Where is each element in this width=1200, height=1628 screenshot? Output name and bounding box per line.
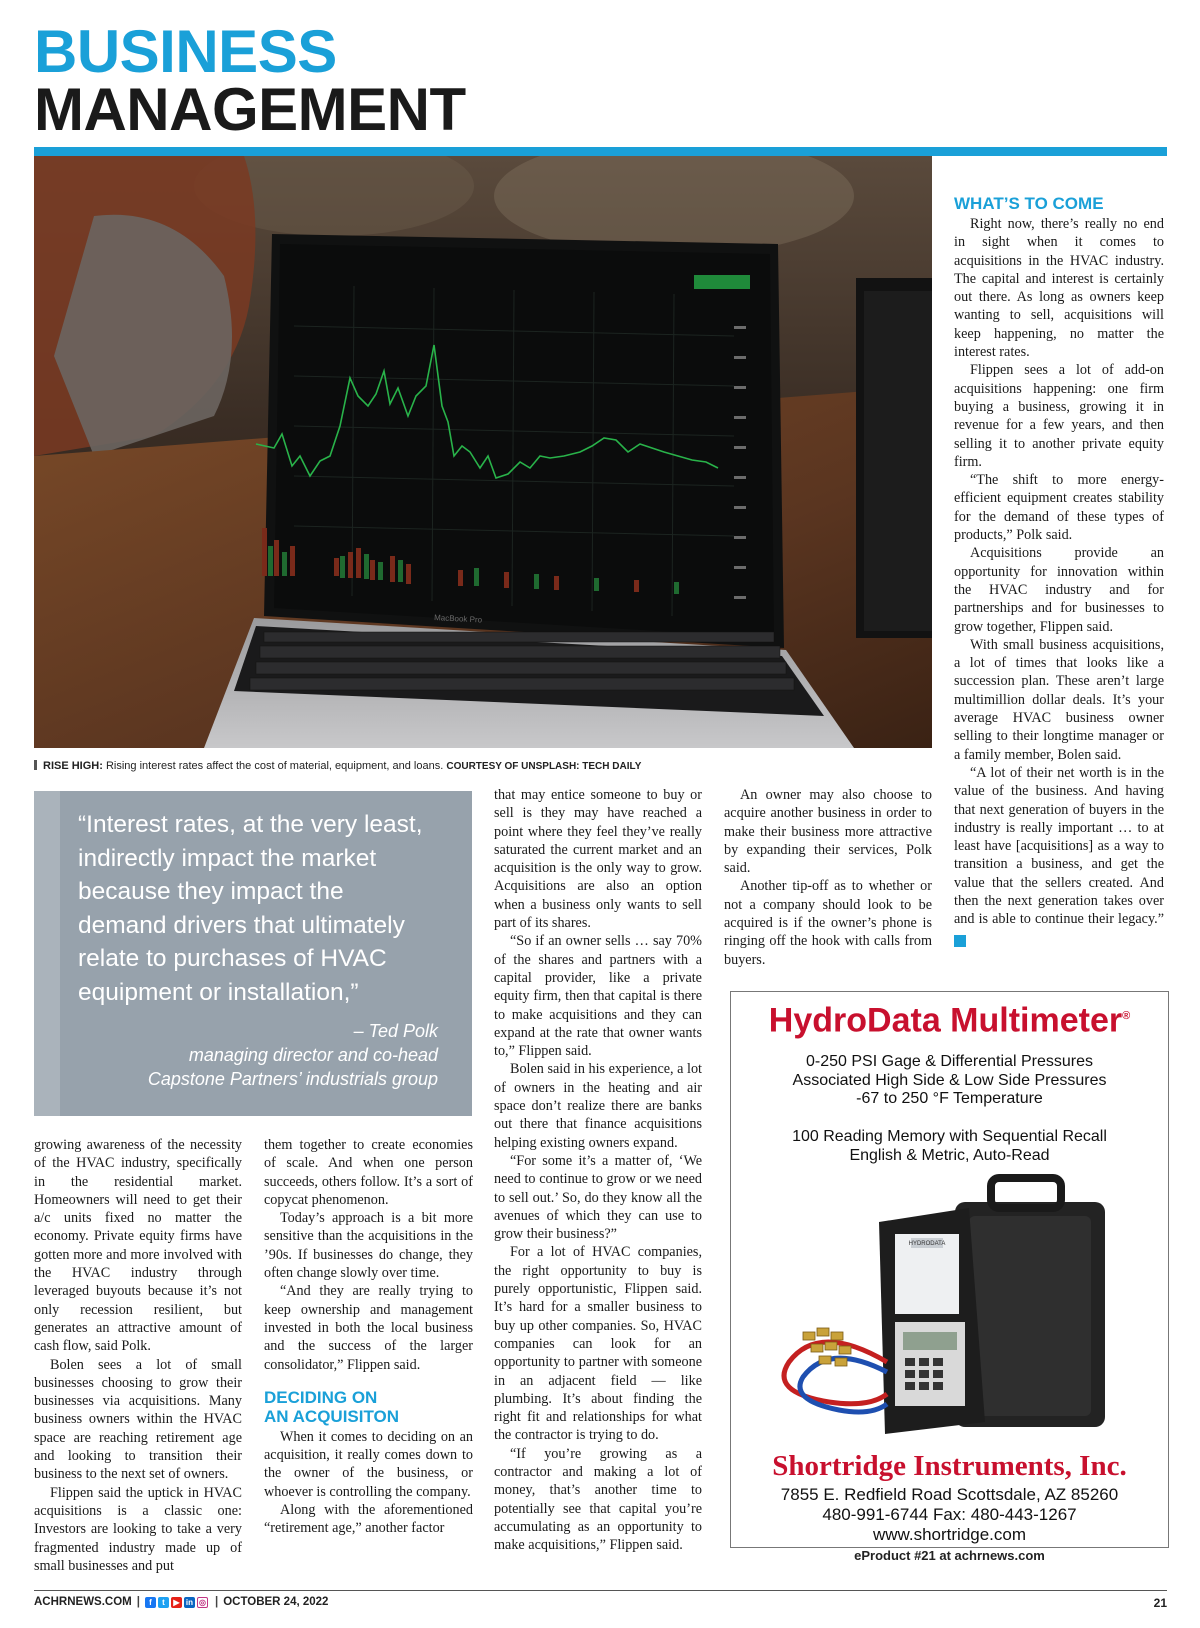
ad-title-text: HydroData Multimeter (768, 1001, 1123, 1040)
section-title-management: MANAGEMENT (34, 76, 466, 143)
paragraph: Acquisitions provide an opportunity for innovation within the HVAC industry and for partnerships and for businesses to grow together, Flippen said. (954, 545, 1164, 635)
ad-spec: Associated High Side & Low Side Pressures (792, 1071, 1107, 1089)
paragraph: An owner may also choose to acquire another business in order to make their business more attractive by expanding their services, Polk said. (724, 787, 932, 877)
ad-title (731, 996, 1168, 1040)
registered-mark: ® (1122, 1010, 1131, 1022)
article-column-2 (264, 1136, 473, 1538)
attribution-org: Capstone Partners’ industrials group (147, 1069, 438, 1089)
page-footer (34, 1596, 328, 1608)
article-column-4 (724, 786, 932, 969)
ad-spec: English & Metric, Auto-Read (849, 1146, 1050, 1164)
paragraph: Another tip-off as to whether or not a company should look to be acquired is if the owner’s phone is ringing off the hook with calls from buyers. (724, 878, 932, 968)
paragraph: When it comes to deciding on an acquisition, it really comes down to the owner of the business, or whoever is controlling the company. (264, 1428, 473, 1500)
footer-date: OCTOBER 24, 2022 (223, 1596, 329, 1608)
paragraph: Bolen said in his experience, a lot of owners in the heating and air space don’t realize there are banks out there that finance acquisitions helping existing owners expand. (494, 1061, 702, 1151)
subhead-whats-to-come: WHAT’S TO COME (954, 194, 1104, 213)
paragraph: growing awareness of the necessity of the HVAC industry, specifically in the residential market. Homeowners will need to get their a/c units fixed no matter the economy. Private equity firms have gotten more and more involved with the HVAC industry through leveraged buyouts because it’s not only recession resilient, but generates an attractive amount of cash flow, said Polk. (34, 1137, 242, 1355)
product-image (759, 1172, 1139, 1442)
paragraph: For a lot of HVAC companies, the right opportunity to buy is purely opportunistic, Flippen said. It’s hard for a smaller business to buy up other companies. So, HVAC companies can look for an opportunity to partner with someone in an adjacent field — like plumbing. It’s about finding the right fit and relationships for what the contractor is trying to do. (494, 1244, 702, 1444)
ad-spec: 0-250 PSI Gage & Differential Pressures (806, 1053, 1093, 1070)
paragraph: Flippen sees a lot of add-on acquisitions happening: one firm buying a business, growing it in revenue for a few years, and then selling it to another private equity firm. (954, 362, 1164, 470)
ad-spec: 100 Reading Memory with Sequential Recall (792, 1128, 1107, 1145)
photo-caption (34, 760, 932, 772)
facebook-icon[interactable]: f (145, 1597, 156, 1608)
paragraph: With small business acquisitions, a lot of times that looks like a succession plan. These aren’t large multimillion dollar deals. It’s your average HVAC business owner selling to their longtime manager or a family member, Bolen said. (954, 636, 1164, 763)
caption-text: Rising interest rates affect the cost of material, equipment, and loans. (105, 760, 444, 772)
device-label: HYDRODATA (908, 1241, 946, 1247)
subhead-line: AN ACQUISITON (264, 1406, 400, 1426)
paragraph: Right now, there’s really no end in sight when it comes to acquisitions in the HVAC industry. The capital and interest is certainly out there. As long as owners keep wanting to sell, acquisitions will keep happening, no matter the interest rates. (954, 216, 1164, 361)
paragraph: them together to create economies of scale. And when one person succeeds, others follow. It’s a sort of copycat phenomenon. (264, 1137, 473, 1208)
ad-specs-secondary (731, 1128, 1168, 1165)
ad-address: 7855 E. Redfield Road Scottsdale, AZ 85260 (780, 1485, 1119, 1504)
twitter-icon[interactable]: t (158, 1597, 169, 1608)
instagram-icon[interactable]: ◎ (197, 1597, 208, 1608)
advertisement[interactable] (730, 991, 1169, 1548)
article-column-3 (494, 786, 702, 1554)
ad-contact (731, 1485, 1168, 1545)
paragraph: “For some it’s a matter of, ‘We need to continue to grow or we need to sell out.’ So, do they know all the avenues of which they can use to grow their business?” (494, 1152, 702, 1243)
paragraph: Along with the aforementioned “retirement age,” another factor (264, 1502, 473, 1537)
footer-separator: | (214, 1596, 219, 1608)
article-column-1 (34, 1136, 242, 1575)
paragraph-text: “A lot of their net worth is in the value of the business. And having that next generation of buyers in the industry is really important … to at least have [acquisitions] as a way to transition a business, and get the value that the sellers created. And then the next generation takes over and is able to continue their legacy.” (954, 764, 1164, 928)
footer-separator: | (136, 1596, 140, 1608)
end-mark-icon: N (954, 935, 966, 947)
subhead-line: DECIDING ON (264, 1387, 378, 1407)
paragraph: “And they are really trying to keep ownership and management invested in both the local business and the success of the larger consolidator,” Flippen said. (264, 1283, 473, 1373)
ad-spec: -67 to 250 °F Temperature (856, 1090, 1043, 1107)
paragraph: “The shift to more energy-efficient equipment creates stability for the demand of these types of products,” Polk said. (954, 472, 1164, 544)
article-column-5 (954, 194, 1164, 947)
paragraph: that may entice someone to buy or sell is they may have reached a point where they feel they’ve really saturated the current market and an acquisition is the only way to grow. Acquisitions are also an option when a business only wants to sell part of its shares. (494, 787, 702, 932)
section-title-business: BUSINESS (34, 18, 337, 85)
caption-label: RISE HIGH: (43, 760, 103, 772)
linkedin-icon[interactable]: in (185, 1597, 194, 1607)
attribution-title: managing director and co-head (188, 1045, 438, 1065)
paragraph: Flippen said the uptick in HVAC acquisitions is a classic one: Investors are looking to take a very fragmented industry made up of small businesses and put (34, 1484, 242, 1574)
pull-quote-attribution (148, 1019, 438, 1091)
ad-phones: 480-991-6744 Fax: 480-443-1267 (822, 1505, 1077, 1524)
header-rule (34, 147, 1167, 156)
eproduct-link[interactable]: eProduct #21 at achrnews.com (854, 1548, 1045, 1563)
footer-site-link[interactable]: ACHRNEWS.COM (34, 1596, 132, 1608)
laptop-brand-label: MacBook Pro (433, 613, 483, 625)
ad-specs (731, 1053, 1168, 1109)
laptop-photo (34, 156, 932, 748)
footer-rule (34, 1590, 1167, 1591)
paragraph: “So if an owner sells … say 70% of the shares and partners with a capital provider, like a private equity firm, then that capital is there to make acquisitions and they can expand at the rate that owner wants to,” Flippen said. (494, 933, 702, 1060)
paragraph: Today’s approach is a bit more sensitive than the acquisitions in the ’90s. If businesses do change, they often change slowly over time. (264, 1210, 473, 1282)
caption-credit: COURTESY OF UNSPLASH: TECH DAILY (446, 761, 642, 772)
paragraph: Bolen sees a lot of small businesses choosing to grow their businesses via acquisitions. Many business owners within the HVAC space are reaching retirement age and looking to transition their business to the next set of owners. (34, 1356, 242, 1483)
ad-company: Shortridge Instruments, Inc. (772, 1450, 1127, 1482)
paragraph: “If you’re growing as a contractor and making a lot of money, that’s another time to potentially see that capital you’re accumulating as an opportunity to make acquisitions,” Flippen said. (494, 1445, 702, 1554)
pull-quote-text: “Interest rates, at the very least, indirectly impact the market because they impact the demand drivers that ultimately relate to purchases of HVAC equipment or installation,” (78, 811, 423, 1006)
subhead-deciding (264, 1388, 473, 1426)
pull-quote (34, 791, 472, 1116)
attribution-name: – Ted Polk (353, 1021, 438, 1041)
page-number: 21 (1153, 1596, 1167, 1610)
paragraph (954, 764, 1164, 947)
youtube-icon[interactable]: ▶ (171, 1597, 182, 1608)
ad-website-link[interactable]: www.shortridge.com (872, 1525, 1027, 1544)
caption-bar (34, 760, 37, 770)
